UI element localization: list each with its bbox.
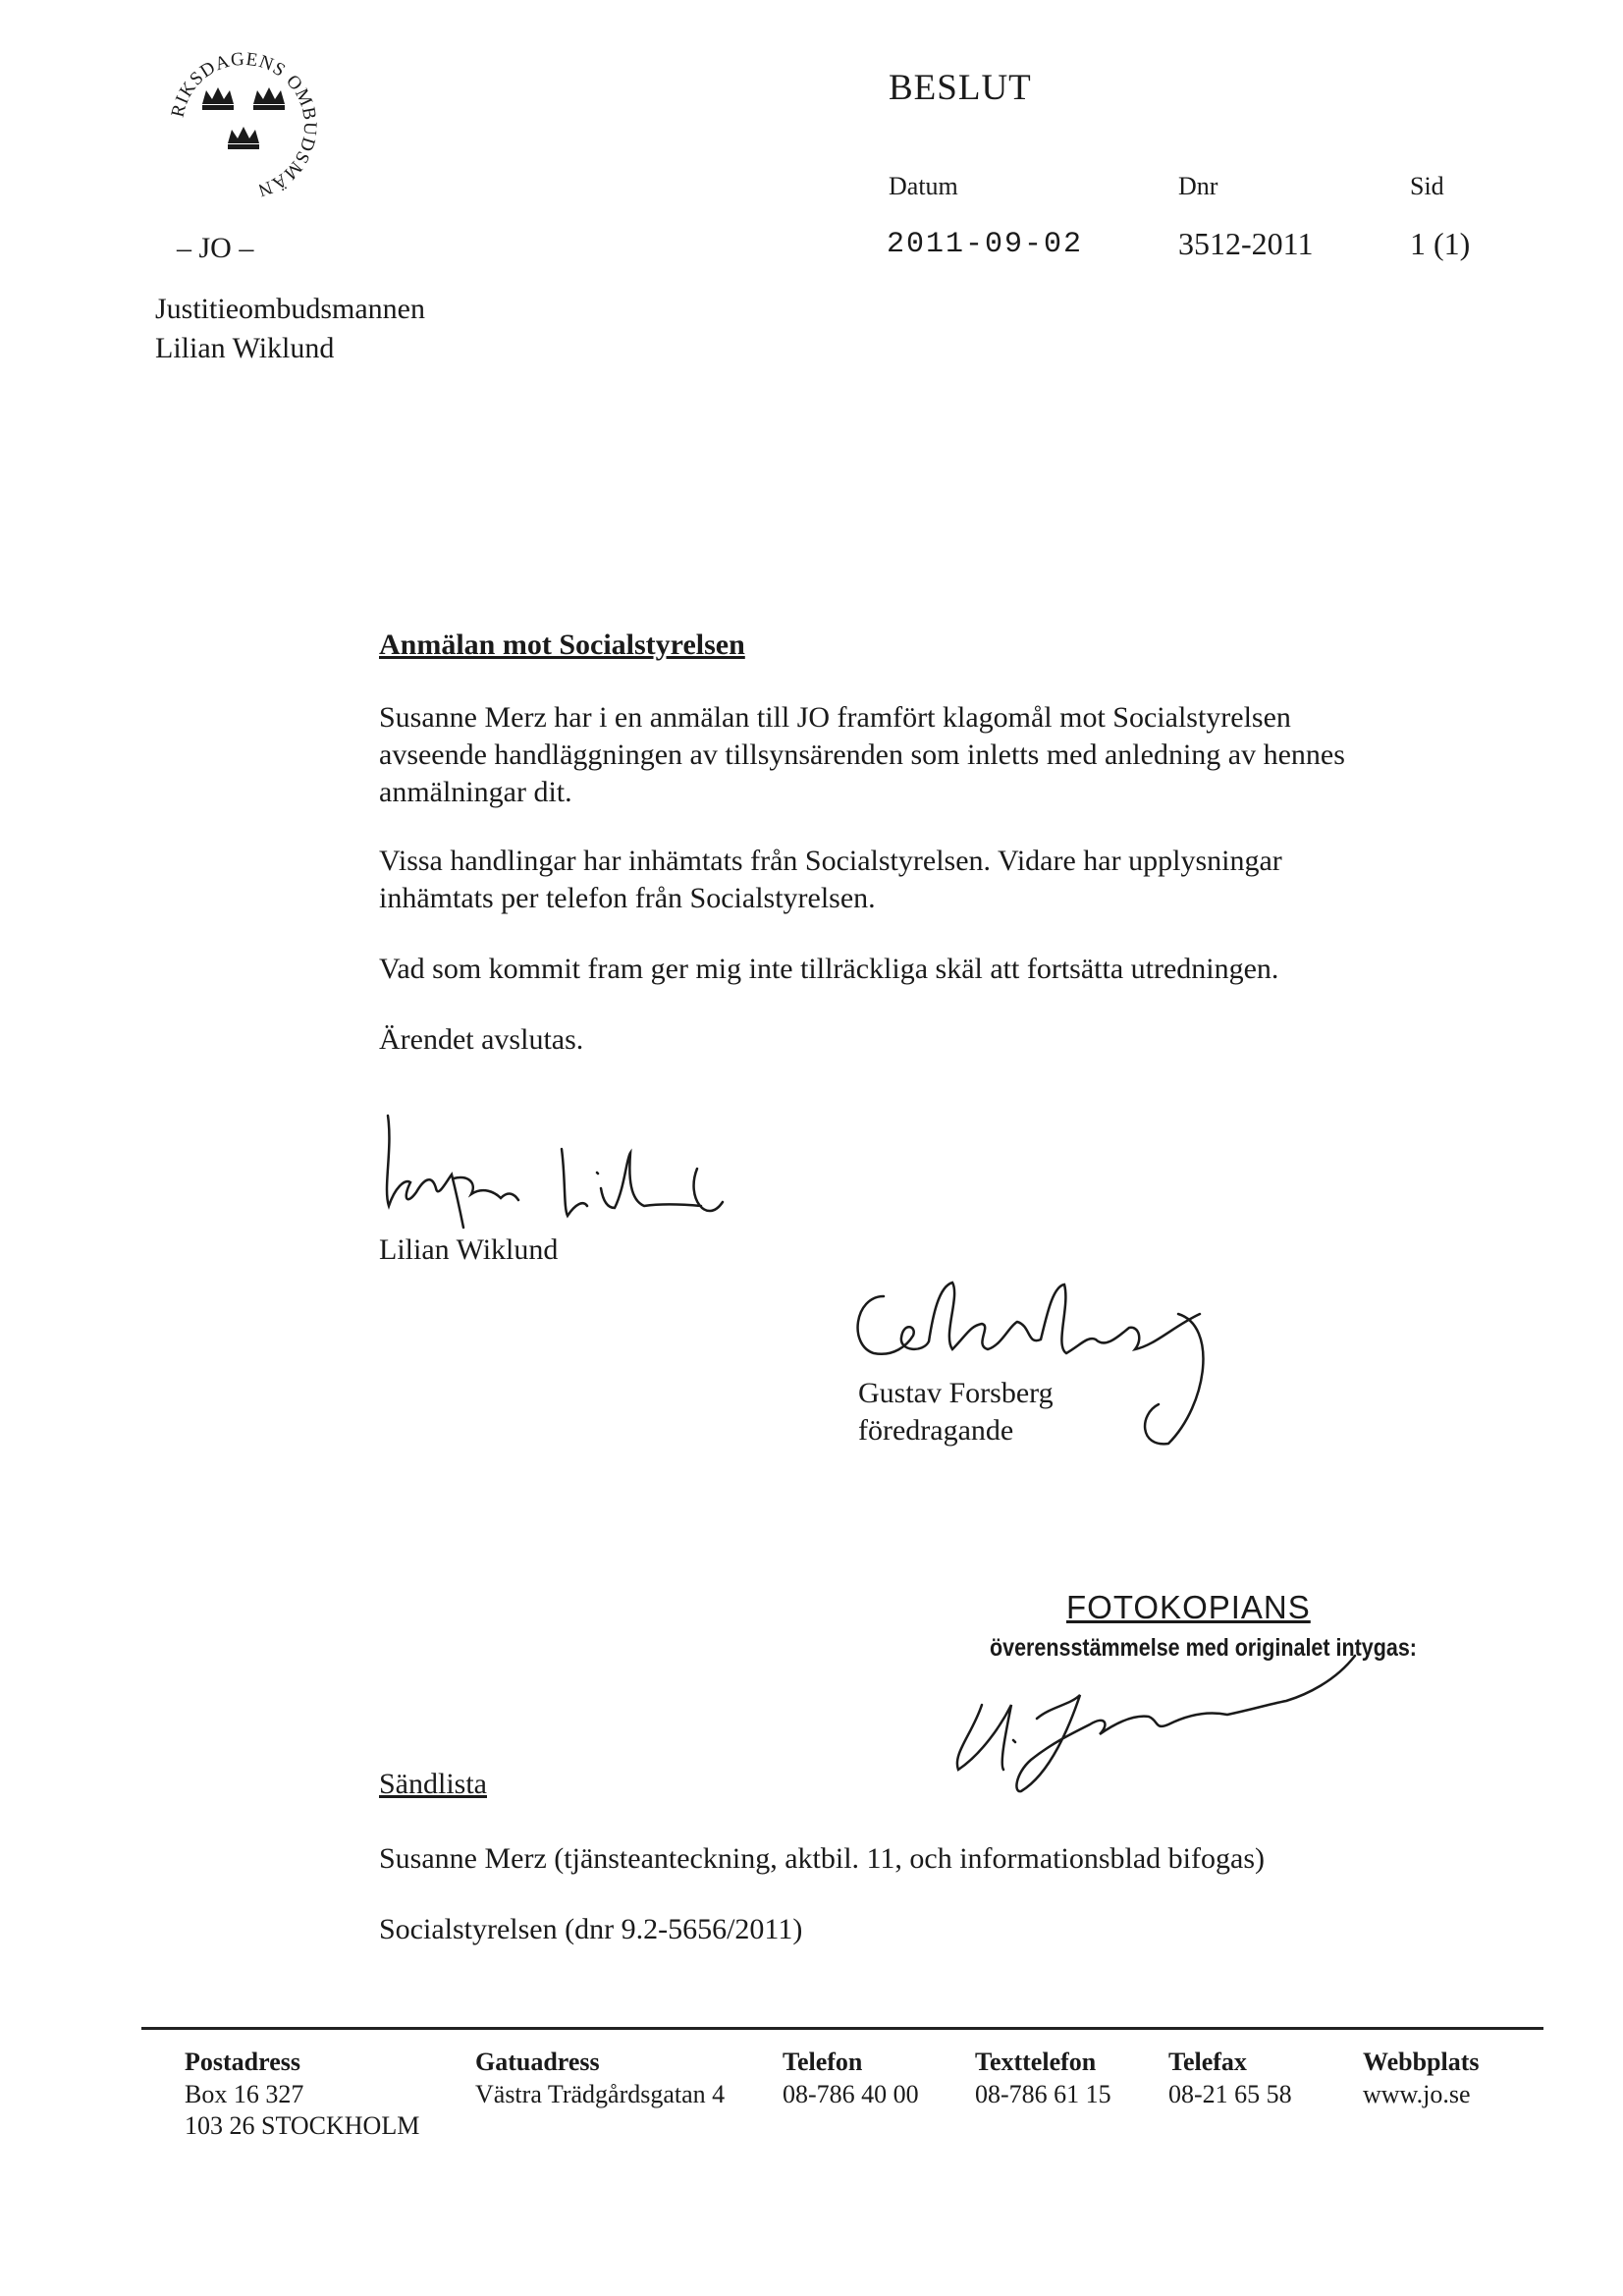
footer-telefax-label: Telefax [1168, 2048, 1247, 2076]
paragraph-2 [379, 843, 1282, 917]
three-crowns-seal-icon [155, 27, 332, 204]
footer-texttelefon-value: 08-786 61 15 [975, 2080, 1111, 2108]
paragraph-line: avseende handläggningen av tillsynsärenden som inletts med anledning av hennes [379, 738, 1345, 771]
stamp-text: överensstämmelse med originalet intygas: [990, 1634, 1417, 1662]
paragraph-line: Ärendet avslutas. [379, 1023, 584, 1056]
jo-mark: – JO – [177, 232, 254, 264]
signature-lilian-wiklund [373, 1110, 805, 1247]
stamp-signature [943, 1646, 1394, 1803]
footer-line: 103 26 STOCKHOLM [185, 2111, 420, 2140]
subject-heading: Anmälan mot Socialstyrelsen [379, 629, 745, 661]
distribution-item: Socialstyrelsen (dnr 9.2-5656/2011) [379, 1913, 803, 1945]
date-label: Datum [889, 172, 958, 200]
rapporteur-role: föredragande [858, 1414, 1014, 1447]
sender-office: Justitieombudsmannen [155, 293, 425, 325]
paragraph-1 [379, 699, 1345, 811]
paragraph-line: Vissa handlingar har inhämtats från Socialstyrelsen. Vidare har upplysningar [379, 845, 1282, 877]
page-label: Sid [1410, 172, 1444, 200]
date-value: 2011-09-02 [887, 228, 1084, 261]
footer-webbplats-label: Webbplats [1363, 2048, 1480, 2076]
sender-name: Lilian Wiklund [155, 332, 335, 364]
dnr-value: 3512-2011 [1178, 226, 1314, 261]
paragraph-line: anmälningar dit. [379, 776, 572, 808]
page-value: 1 (1) [1410, 226, 1471, 261]
footer-telefon-label: Telefon [783, 2048, 863, 2076]
footer-gatuadress-value: Västra Trädgårdsgatan 4 [475, 2080, 726, 2108]
paragraph-3 [379, 951, 1278, 988]
stamp-title: FOTOKOPIANS [1066, 1589, 1311, 1625]
document-type: BESLUT [889, 68, 1032, 108]
footer-texttelefon-label: Texttelefon [975, 2048, 1097, 2076]
footer-divider [141, 2027, 1543, 2030]
sender-block [155, 290, 425, 368]
rapporteur-name: Gustav Forsberg [858, 1377, 1054, 1409]
paragraph-line: Susanne Merz har i en anmälan till JO framfört klagomål mot Socialstyrelsen [379, 701, 1291, 734]
rapporteur-block [858, 1375, 1054, 1449]
footer-gatuadress-label: Gatuadress [475, 2048, 600, 2076]
footer-postadress-value [185, 2079, 419, 2142]
dnr-label: Dnr [1178, 172, 1218, 200]
paragraph-line: Vad som kommit fram ger mig inte tillräckliga skäl att fortsätta utredningen. [379, 953, 1279, 985]
footer-postadress-label: Postadress [185, 2048, 300, 2076]
signer-name: Lilian Wiklund [379, 1233, 559, 1266]
svg-text:RIKSDAGENS OMBUDSMÄN: RIKSDAGENS OMBUDSMÄN [167, 48, 321, 201]
footer-telefax-value: 08-21 65 58 [1168, 2080, 1292, 2108]
footer-telefon-value: 08-786 40 00 [783, 2080, 919, 2108]
distribution-heading: Sändlista [379, 1768, 487, 1800]
paragraph-4 [379, 1021, 583, 1059]
paragraph-line: inhämtats per telefon från Socialstyrelsen. [379, 882, 876, 914]
distribution-item: Susanne Merz (tjänsteanteckning, aktbil. 11, och informationsblad bifogas) [379, 1842, 1265, 1875]
footer-line: Box 16 327 [185, 2080, 304, 2108]
footer-website-link[interactable]: www.jo.se [1363, 2080, 1471, 2108]
